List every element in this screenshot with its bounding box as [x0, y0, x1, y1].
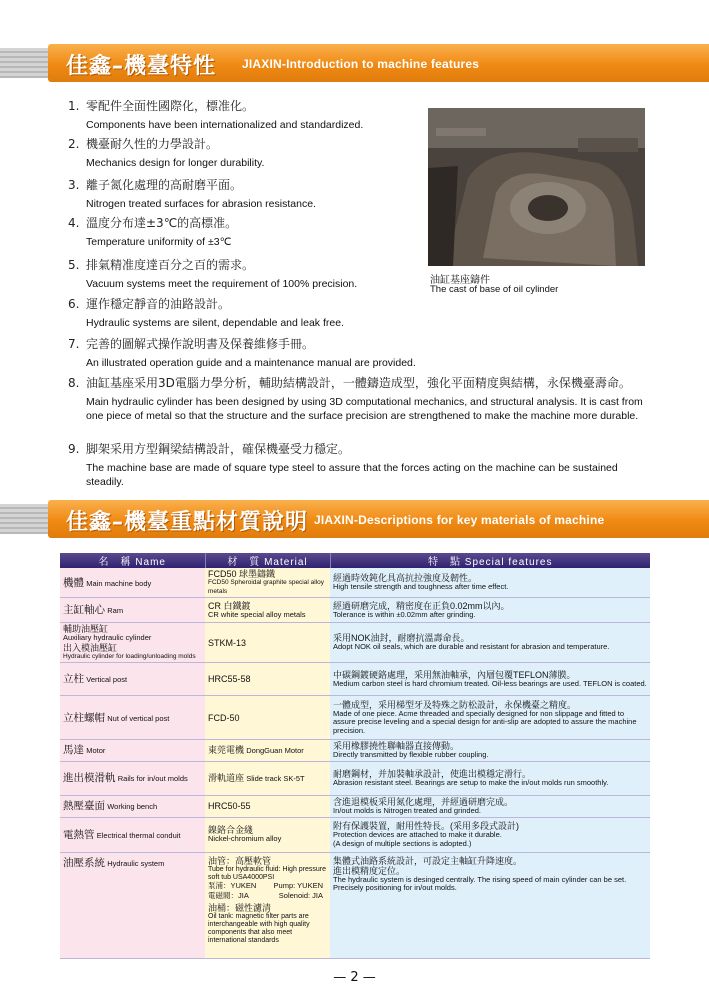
table-row: 熱壓臺面 Working bench HRC50-55 含進退模板采用氮化處理，并經過研磨完成。 In/out molds is Nitrogen treated and grinded.: [60, 795, 650, 817]
table-row: 電熱管 Electrical thermal conduit 鎳鉻合金綫 Nickel-chromium alloy 附有保護裝置，耐用性特長。(采用多段式設計) Protection devices are attached to make it durable. (A design of multiple sections is adopted.): [60, 817, 650, 852]
feature-item: 3. 離子氮化處理的高耐磨平面。 Nitrogen treated surfaces for abrasion resistance.: [68, 178, 316, 210]
table-row: 輔助油壓缸 Auxiliary hydraulic cylinder 出入模油壓缸 Hydraulic cylinder for loading/unloading molds STKM-13 采用NOK油封，耐磨抗溫壽命長。 Adopt NOK oil seals, which are durable and resistant for abrasion and temperature.: [60, 623, 650, 663]
section-title-zh: 佳鑫–機臺特性: [66, 54, 217, 79]
column-header-name: 名 稱 Name: [60, 553, 205, 568]
table-row: 油壓系統 Hydraulic system 油管：高壓軟管 Tube for hydraulic fluid: High pressure soft tub USA4000PSI 泵浦：YUKEN Pump: YUKEN 電磁閥：JIA Solenoid: JIA 油桶：磁性濾清 Oil tank: magnetic filter parts are interchangeable with high quality components that also meet international standards 集體式油路系統設計，可設定主軸缸升降速度。 進出模精度定位。 The hydraulic system is desinged centrally. The rising speed of main cylinder can be set. Precisely positioning for in/out molds.: [60, 852, 650, 958]
materials-table: [60, 553, 650, 959]
table-row: 機體 Main machine body FCD50 球墨鑄鐵 FCD50 Spheroidal graphite special alloy metals 經過時效鈍化具高抗拉強度及韌性。 High tensile strength and toughness after time effect.: [60, 568, 650, 598]
feature-item: 7. 完善的圖解式操作說明書及保養維修手冊。 An illustrated operation guide and a maintenance manual are provided.: [68, 337, 416, 369]
table-row: 立柱 Vertical post HRC55-58 中碳鋼鍍硬鉻處理，采用無油軸承，內層包覆TEFLON薄膜。 Medium carbon steel is hard chromium treated. Oil-less bearings are used. TEFLON is coated.: [60, 663, 650, 696]
feature-item: 2. 機臺耐久性的力學設計。 Mechanics design for longer durability.: [68, 137, 265, 169]
table-row: 立柱螺帽 Nut of vertical post FCD-50 一體成型，采用梯型牙及特殊之防松設計，永保機臺之精度。 Made of one piece. Acme threaded and specially designed for non slippage and fitted to assure precise leveling and a special design for anti-slip are adopted to assure the machine precision.: [60, 696, 650, 740]
oil-cylinder-base-photo: [428, 108, 645, 266]
feature-item: 1. 零配件全面性國際化，標准化。 Components have been internationalized and standardized.: [68, 99, 364, 131]
column-header-features: 特 點 Special features: [330, 553, 650, 568]
photo-caption-en: The cast of base of oil cylinder: [430, 284, 559, 295]
section-header-materials: [0, 500, 709, 538]
section-header-features: [0, 44, 709, 82]
feature-item: 8. 油缸基座采用3D電腦力學分析，輔助結構設計，一體鑄造成型，強化平面精度與結構，永保機臺壽命。 Main hydraulic cylinder has been designed by using 3D computational mechanics, and structural analysis. It is cast from one piece of metal so that the structure and the surface precision are strengthened to make the machine more durable.: [68, 376, 643, 422]
feature-item: 5. 排氣精准度達百分之百的需求。 Vacuum systems meet the requirement of 100% precision.: [68, 258, 358, 290]
table-row: 進出模滑軌 Rails for in/out molds 滑軌道座 Slide track SK-5T 耐磨鋼材，并加裝軸承設計，使進出模穩定滑行。 Abrasion resistant steel. Bearings are setup to make the in/out molds run smoothly.: [60, 761, 650, 795]
page-number: — 2 —: [333, 970, 376, 985]
table-row: 主缸軸心 Ram CR 白鐵鍍 CR white special alloy metals 經過研磨完成，精密度在正負0.02mm以內。 Tolerance is within ±0.02mm after grinding.: [60, 598, 650, 623]
column-header-material: 材 質 Material: [205, 553, 330, 568]
section-title-en: JIAXIN-Introduction to machine features: [242, 57, 480, 71]
feature-item: 9. 脚架采用方型鋼梁結構設計，確保機臺受力穩定。 The machine base are made of square type steel to assure that the forces acting on the machine can be sustained steadily.: [68, 442, 618, 488]
section-title-zh: 佳鑫–機臺重點材質說明: [66, 510, 309, 535]
table-row: 馬達 Motor 東莞電機 DongGuan Motor 采用橡膠撓性聯軸器直接傳動。 Directly transmitted by flexible rubber coupling.: [60, 740, 650, 762]
photo-caption-zh: 油缸基座鑄件: [430, 275, 490, 286]
feature-item: 4. 溫度分布達±3℃的高標准。 Temperature uniformity of ±3℃: [68, 216, 238, 248]
feature-item: 6. 運作穩定靜音的油路設計。 Hydraulic systems are silent, dependable and leak free.: [68, 297, 344, 329]
table-header-row: [60, 553, 650, 568]
section-title-en: JIAXIN-Descriptions for key materials of machine: [314, 513, 605, 527]
